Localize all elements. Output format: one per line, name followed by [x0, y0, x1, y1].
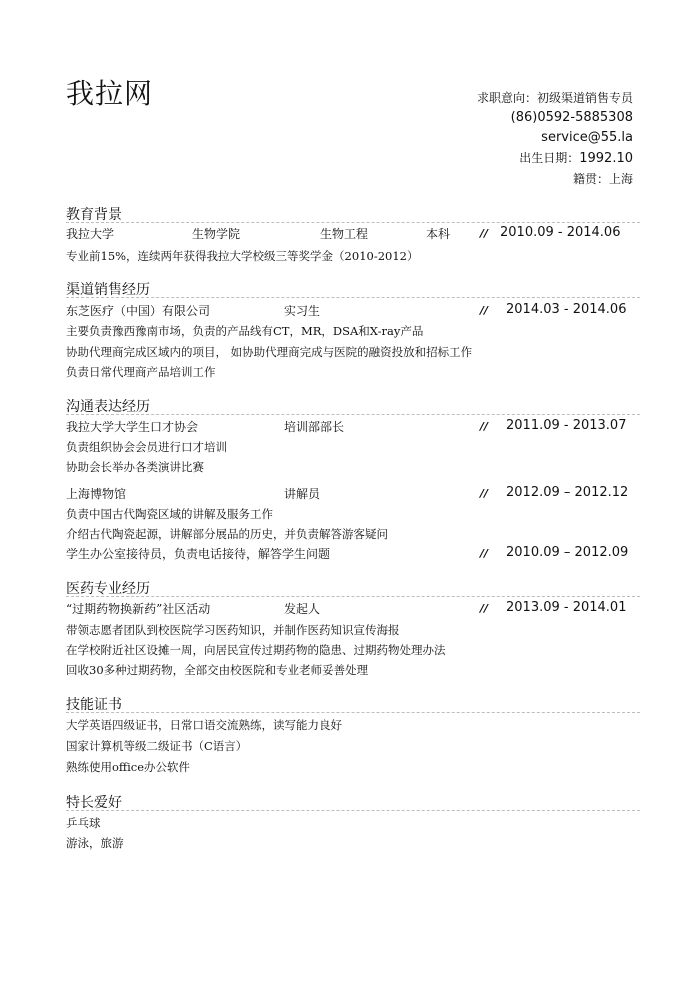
section-divider: [66, 810, 640, 811]
education-entry: [66, 225, 640, 245]
section-title-education: 教育背景: [66, 207, 122, 223]
phone-number: (86)0592-5885308: [510, 110, 633, 125]
major-name: 生物工程: [320, 227, 369, 241]
section-title-pharma: 医药专业经历: [66, 581, 150, 597]
education-date: 2010.09 - 2014.06: [500, 225, 621, 240]
communication-entry-1: [66, 418, 640, 438]
org-name: “过期药物换新药”社区活动: [66, 602, 211, 616]
resume-name: 我拉网: [66, 77, 154, 110]
detail-line: 协助会长举办各类演讲比赛: [66, 460, 204, 474]
entry-date: 2010.09 – 2012.09: [506, 545, 629, 560]
detail-line: 介绍古代陶瓷起源，讲解部分展品的历史，并负责解答游客疑问: [66, 527, 388, 541]
communication-entry-2: [66, 485, 640, 505]
degree: 本科: [426, 227, 451, 241]
hobby-line: 乒乓球: [66, 816, 101, 830]
detail-line: 主要负责豫西豫南市场，负责的产品线有CT，MR，DSA和X-ray产品: [66, 324, 424, 338]
role-name: 培训部部长: [284, 420, 345, 434]
detail-line: 协助代理商完成区域内的项目， 如协助代理商完成与医院的融资投放和招标工作: [66, 345, 473, 359]
org-name: 上海博物馆: [66, 487, 127, 501]
section-divider: [66, 297, 640, 298]
skill-line: 国家计算机等级二级证书（C语言）: [66, 739, 248, 753]
date-separator: //: [480, 420, 489, 433]
section-title-communication: 沟通表达经历: [66, 399, 150, 415]
entry-date: 2012.09 – 2012.12: [506, 485, 629, 500]
skill-line: 大学英语四级证书，日常口语交流熟练，读写能力良好: [66, 718, 342, 732]
section-title-channel-sales: 渠道销售经历: [66, 282, 150, 298]
entry-date: 2013.09 - 2014.01: [506, 600, 627, 615]
detail-line: 带领志愿者团队到校医院学习医药知识，并制作医药知识宣传海报: [66, 623, 400, 637]
college-name: 生物学院: [192, 227, 241, 241]
birth-label: 出生日期：: [519, 151, 580, 165]
role-name: 实习生: [284, 304, 321, 318]
contact-block: [477, 88, 633, 189]
pharma-entry: [66, 600, 640, 620]
education-detail: 专业前15%，连续两年获得我拉大学校级三等奖学金（2010-2012）: [66, 249, 419, 263]
detail-line: 在学校附近社区设摊一周，向居民宣传过期药物的隐患、过期药物处理办法: [66, 643, 446, 657]
detail-line: 负责组织协会会员进行口才培训: [66, 440, 227, 454]
job-intent: 求职意向：初级渠道销售专员: [476, 91, 633, 105]
date-separator: //: [480, 487, 489, 500]
section-divider: [66, 712, 640, 713]
entry-date: 2014.03 - 2014.06: [506, 302, 627, 317]
skill-line: 熟练使用office办公软件: [66, 760, 191, 774]
org-name: 东芝医疗（中国）有限公司: [66, 304, 211, 318]
section-divider: [66, 596, 640, 597]
date-separator: //: [480, 304, 489, 317]
school-name: 我拉大学: [66, 227, 115, 241]
detail-line: 负责日常代理商产品培训工作: [66, 365, 216, 379]
birth-value: 1992.10: [579, 151, 633, 166]
origin: 籍贯：上海: [572, 172, 633, 186]
role-name: 讲解员: [284, 487, 321, 501]
birth-date: [477, 148, 633, 169]
date-separator: //: [480, 547, 489, 560]
hobby-line: 游泳，旅游: [66, 836, 124, 850]
detail-line: 回收30多种过期药物，全部交由校医院和专业老师妥善处理: [66, 663, 369, 677]
channel-sales-entry: [66, 302, 640, 322]
section-title-hobbies: 特长爱好: [66, 795, 122, 811]
entry-date: 2011.09 - 2013.07: [506, 418, 627, 433]
communication-entry-3: [66, 545, 640, 565]
role-name: 发起人: [284, 602, 321, 616]
email-address: service@55.la: [541, 130, 633, 145]
org-name: 我拉大学大学生口才协会: [66, 420, 199, 434]
org-name: 学生办公室接待员，负责电话接待，解答学生问题: [66, 547, 331, 561]
date-separator: //: [480, 227, 489, 240]
date-separator: //: [480, 602, 489, 615]
detail-line: 负责中国古代陶瓷区域的讲解及服务工作: [66, 507, 273, 521]
section-divider: [66, 414, 640, 415]
section-title-skills: 技能证书: [66, 697, 122, 713]
section-divider: [66, 222, 640, 223]
